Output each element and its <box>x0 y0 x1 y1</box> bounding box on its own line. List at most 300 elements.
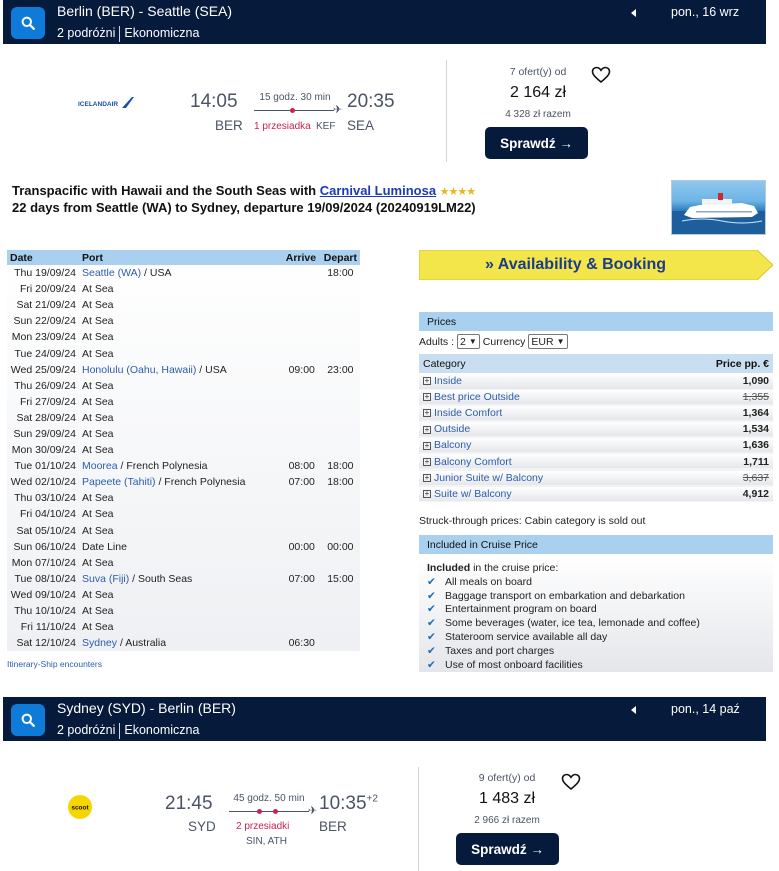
itinerary-port-cell <box>79 345 283 361</box>
departure-airport: SYD <box>188 819 216 834</box>
itinerary-port-cell <box>79 329 283 345</box>
itinerary-port-cell <box>79 603 283 619</box>
heart-icon[interactable] <box>561 773 581 791</box>
plane-icon: ✈ <box>308 805 318 817</box>
itinerary-depart: 15:00 <box>327 572 354 585</box>
port-name: At Sea <box>82 299 114 312</box>
expand-plus-icon[interactable]: + <box>424 456 430 466</box>
itinerary-date: Fri 04/10/24 <box>19 508 76 521</box>
offers-count: 9 ofert(y) od <box>478 772 536 784</box>
heart-icon[interactable] <box>591 66 611 84</box>
itinerary-date: Mon 07/10/24 <box>11 556 76 569</box>
prices-header-row <box>419 354 773 373</box>
route-title: Berlin (BER) - Seattle (SEA) <box>57 3 233 19</box>
arrival-airport: BER <box>319 819 347 834</box>
port-country: / USA <box>141 267 172 280</box>
expand-plus-icon[interactable]: + <box>424 424 430 434</box>
sold-out-note: Struck-through prices: Cabin category is sold out <box>419 515 646 527</box>
itinerary-port-cell <box>79 635 283 651</box>
itinerary-arrive <box>283 490 321 506</box>
itinerary-row <box>7 442 360 458</box>
itinerary-arrive <box>283 603 321 619</box>
included-item-text: All meals on board <box>445 575 532 588</box>
itinerary-row <box>7 555 360 571</box>
category-price: 1,636 <box>659 437 773 453</box>
category-name[interactable]: Best price Outside <box>434 391 520 404</box>
included-item <box>427 645 765 659</box>
checkmark-icon: ✔ <box>427 575 436 588</box>
caret-left-icon[interactable] <box>629 7 639 19</box>
itinerary-depart <box>321 329 360 345</box>
itinerary-ship-encounters-link[interactable]: Itinerary-Ship encounters <box>7 659 102 669</box>
itinerary-date: Fri 27/09/24 <box>19 395 76 408</box>
itinerary-date: Mon 23/09/24 <box>11 331 76 344</box>
expand-plus-icon[interactable]: + <box>424 392 430 402</box>
included-list <box>427 576 765 673</box>
flight-search-bar-return <box>3 697 766 741</box>
port-name: At Sea <box>82 347 114 360</box>
expand-plus-icon[interactable]: + <box>424 440 430 450</box>
included-item-text: Entertainment program on board <box>445 603 597 616</box>
itinerary-port-cell <box>79 619 283 635</box>
itinerary-row <box>7 313 360 329</box>
category-cell <box>419 389 659 405</box>
plane-icon: ✈ <box>333 104 343 116</box>
port-name: Date Line <box>82 540 127 553</box>
itinerary-arrive <box>283 297 321 313</box>
itinerary-arrive <box>283 345 321 361</box>
itinerary-arrive: 07:00 <box>288 572 315 585</box>
port-name: At Sea <box>82 621 114 634</box>
currency-label: Currency <box>482 335 526 348</box>
column-header-date: Date <box>7 250 79 265</box>
via-airports: SIN, ATH <box>246 836 287 847</box>
checkmark-icon: ✔ <box>427 644 436 657</box>
itinerary-row <box>7 539 360 555</box>
port-name: At Sea <box>82 524 114 537</box>
itinerary-port-cell <box>79 410 283 426</box>
itinerary-arrive <box>283 555 321 571</box>
checkmark-icon: ✔ <box>427 630 436 643</box>
itinerary-row <box>7 265 360 281</box>
checkmark-icon: ✔ <box>427 658 436 671</box>
itinerary-depart <box>321 490 360 506</box>
itinerary-row <box>7 603 360 619</box>
price-row[interactable] <box>419 373 773 389</box>
included-item <box>427 576 765 590</box>
port-name: At Sea <box>82 605 114 618</box>
included-intro-text: in the cruise price: <box>470 562 559 574</box>
itinerary-depart <box>321 410 360 426</box>
category-cell <box>419 453 659 469</box>
itinerary-depart <box>321 442 360 458</box>
itinerary-date: Tue 01/10/24 <box>14 460 76 473</box>
category-price: 4,912 <box>659 486 773 502</box>
itinerary-row <box>7 362 360 378</box>
prices-table <box>419 354 773 502</box>
cabin-class[interactable]: Ekonomiczna <box>124 723 200 737</box>
departure-airport: BER <box>215 118 243 133</box>
checkmark-icon: ✔ <box>427 617 436 630</box>
price-per-person: 1 483 zł <box>478 790 536 807</box>
stop-dot <box>290 108 295 113</box>
included-item-text: Stateroom service available all day <box>445 630 608 643</box>
itinerary-date: Sun 06/10/24 <box>13 540 76 553</box>
prices-controls <box>419 334 568 349</box>
itinerary-depart: 23:00 <box>327 363 354 376</box>
airline-logo-icelandair <box>76 95 136 116</box>
category-name[interactable]: Junior Suite w/ Balcony <box>434 471 544 484</box>
search-icon <box>21 713 35 727</box>
itinerary-depart <box>321 523 360 539</box>
departure-time: 14:05 <box>190 91 238 112</box>
itinerary-date: Thu 26/09/24 <box>14 379 76 392</box>
itinerary-row <box>7 571 360 587</box>
category-name[interactable]: Outside <box>434 423 471 436</box>
itinerary-date: Wed 25/09/24 <box>10 363 76 376</box>
port-name: At Sea <box>82 492 114 505</box>
port-name: At Sea <box>82 427 114 440</box>
itinerary-depart <box>321 603 360 619</box>
itinerary-port-cell <box>79 587 283 603</box>
itinerary-date: Sat 05/10/24 <box>16 524 76 537</box>
stops-count: 1 przesiadka <box>254 121 311 132</box>
itinerary-depart <box>321 378 360 394</box>
search-icon <box>21 16 35 30</box>
departure-date[interactable]: pon., 16 wrz <box>671 5 740 19</box>
availability-booking-button[interactable] <box>419 250 773 280</box>
price-per-person: 2 164 zł <box>509 84 567 101</box>
prices-header: Prices <box>419 312 773 331</box>
port-name[interactable]: Papeete (Tahiti) <box>82 476 156 489</box>
stop-dot <box>257 809 262 814</box>
itinerary-date: Sat 28/09/24 <box>16 411 76 424</box>
itinerary-arrive <box>283 619 321 635</box>
itinerary-depart <box>321 313 360 329</box>
arrival-time: 20:35 <box>347 91 395 112</box>
arrival-airport: SEA <box>347 118 375 133</box>
search-button[interactable] <box>11 7 45 39</box>
arrival-time-value: 10:35 <box>319 793 367 814</box>
itinerary-date: Wed 02/10/24 <box>10 476 76 489</box>
column-header-port: Port <box>79 250 283 265</box>
port-name: At Sea <box>82 379 114 392</box>
stops-count: 2 przesiadki <box>236 821 290 832</box>
itinerary-row <box>7 378 360 394</box>
itinerary-port-cell <box>79 281 283 297</box>
itinerary-port-cell <box>79 426 283 442</box>
route-line <box>229 811 309 812</box>
category-name[interactable]: Inside Comfort <box>434 407 503 420</box>
itinerary-date: Thu 03/10/24 <box>14 492 76 505</box>
itinerary-arrive <box>283 506 321 522</box>
port-country: / Australia <box>117 637 167 650</box>
category-cell <box>419 373 659 389</box>
itinerary-arrive <box>283 587 321 603</box>
itinerary-row <box>7 587 360 603</box>
itinerary-date: Sun 22/09/24 <box>13 315 76 328</box>
search-button[interactable] <box>11 704 45 736</box>
price-row[interactable] <box>419 470 773 486</box>
adults-select-value: 2 <box>460 335 466 348</box>
total-price: 4 328 zł razem <box>505 109 571 120</box>
itinerary-port-cell <box>79 378 283 394</box>
port-name: At Sea <box>82 283 114 296</box>
price-row[interactable] <box>419 453 773 469</box>
divider <box>446 60 447 162</box>
itinerary-depart <box>321 345 360 361</box>
port-country: / USA <box>196 363 227 376</box>
via-airports: KEF <box>316 121 336 132</box>
port-name: At Sea <box>82 444 114 457</box>
price-row[interactable] <box>419 405 773 421</box>
included-item <box>427 617 765 631</box>
itinerary-date: Tue 08/10/24 <box>14 572 76 585</box>
category-name[interactable]: Balcony <box>434 439 472 452</box>
itinerary-date: Fri 20/09/24 <box>19 283 76 296</box>
arrival-day-offset: +2 <box>366 793 378 805</box>
category-price: 1,355 <box>659 389 773 405</box>
expand-plus-icon[interactable]: + <box>424 376 430 386</box>
caret-left-icon[interactable] <box>629 704 639 716</box>
itinerary-port-cell <box>79 539 283 555</box>
itinerary-depart <box>321 635 360 651</box>
category-price: 1,534 <box>659 421 773 437</box>
itinerary-date: Thu 19/09/24 <box>14 267 76 280</box>
travellers-count[interactable]: 2 podróżni <box>57 26 116 40</box>
itinerary-date: Fri 11/10/24 <box>20 621 76 634</box>
category-cell <box>419 405 659 421</box>
check-flight-button[interactable]: Sprawdź → <box>485 127 588 159</box>
itinerary-header-row <box>7 250 360 265</box>
category-cell <box>419 470 659 486</box>
itinerary-port-cell <box>79 555 283 571</box>
category-name[interactable]: Inside <box>434 374 463 387</box>
itinerary-port-cell <box>79 571 283 587</box>
itinerary-port-cell <box>79 506 283 522</box>
category-price: 1,090 <box>659 373 773 389</box>
itinerary-port-cell <box>79 297 283 313</box>
itinerary-depart <box>321 394 360 410</box>
itinerary-port-cell <box>79 362 283 378</box>
included-panel <box>419 555 773 672</box>
itinerary-arrive <box>283 394 321 410</box>
itinerary-date: Tue 24/09/24 <box>14 347 76 360</box>
itinerary-depart <box>321 619 360 635</box>
total-price: 2 966 zł razem <box>474 815 540 826</box>
itinerary-depart <box>321 281 360 297</box>
itinerary-port-cell <box>79 442 283 458</box>
search-meta <box>57 26 199 42</box>
category-price: 1,364 <box>659 405 773 421</box>
route-title: Sydney (SYD) - Berlin (BER) <box>57 700 236 716</box>
itinerary-depart: 00:00 <box>327 540 354 553</box>
check-flight-button[interactable]: Sprawdź → <box>456 833 559 865</box>
flight-duration: 45 godz. 50 min <box>233 793 305 804</box>
airline-logo-scoot <box>67 794 93 825</box>
included-bold: Included <box>427 562 471 574</box>
currency-select-value: EUR <box>531 335 554 348</box>
itinerary-row <box>7 281 360 297</box>
cabin-class[interactable]: Ekonomiczna <box>124 26 200 40</box>
itinerary-arrive <box>283 378 321 394</box>
port-name[interactable]: Sydney <box>82 637 118 650</box>
itinerary-arrive: 00:00 <box>288 540 315 553</box>
itinerary-row <box>7 458 360 474</box>
port-name[interactable]: Seattle (WA) <box>82 267 142 280</box>
port-name[interactable]: Moorea <box>82 460 118 473</box>
chevron-down-icon: ▼ <box>468 337 477 346</box>
itinerary-row <box>7 619 360 635</box>
included-item-text: Use of most onboard facilities <box>445 658 583 671</box>
expand-plus-icon[interactable]: + <box>424 408 430 418</box>
included-item-text: Some beverages (water, ice tea, lemonade and coffee) <box>445 617 700 630</box>
category-price: 3,637 <box>659 470 773 486</box>
included-item <box>427 631 765 645</box>
availability-booking-label: » Availability & Booking <box>485 256 667 273</box>
itinerary-row <box>7 474 360 490</box>
itinerary-depart: 18:00 <box>327 476 354 489</box>
adults-select[interactable] <box>457 334 480 349</box>
itinerary-depart <box>321 587 360 603</box>
itinerary-arrive <box>283 265 321 281</box>
column-header-price: Price pp. € <box>659 354 773 373</box>
flight-search-bar-outbound <box>3 0 766 44</box>
ship-image <box>671 180 766 235</box>
checkmark-icon: ✔ <box>427 603 436 616</box>
itinerary-arrive <box>283 523 321 539</box>
checkmark-icon: ✔ <box>427 589 436 602</box>
price-row[interactable] <box>419 486 773 502</box>
category-name[interactable]: Balcony Comfort <box>434 455 512 468</box>
itinerary-row <box>7 426 360 442</box>
itinerary-row <box>7 490 360 506</box>
itinerary-port-cell <box>79 394 283 410</box>
port-name[interactable]: Suva (Fiji) <box>82 572 130 585</box>
included-header: Included in Cruise Price <box>419 535 773 554</box>
adults-label: Adults : <box>419 335 455 348</box>
port-country: / French Polynesia <box>155 476 246 489</box>
included-item-text: Baggage transport on embarkation and debarkation <box>445 589 685 602</box>
star-rating: ★★★★ <box>439 186 476 198</box>
itinerary-depart <box>321 297 360 313</box>
column-header-arrive: Arrive <box>283 250 321 265</box>
itinerary-port-cell <box>79 474 283 490</box>
category-cell <box>419 421 659 437</box>
offers-count: 7 ofert(y) od <box>509 66 567 78</box>
itinerary-port-cell <box>79 458 283 474</box>
itinerary-arrive <box>283 313 321 329</box>
category-name[interactable]: Suite w/ Balcony <box>434 487 512 500</box>
itinerary-arrive: 08:00 <box>288 460 315 473</box>
price-row[interactable] <box>419 389 773 405</box>
itinerary-depart <box>321 555 360 571</box>
itinerary-depart <box>321 506 360 522</box>
port-name: At Sea <box>82 556 114 569</box>
itinerary-date: Mon 30/09/24 <box>11 444 76 457</box>
arrival-time <box>319 793 378 815</box>
port-name: At Sea <box>82 588 114 601</box>
departure-date[interactable]: pon., 14 paź <box>671 702 740 716</box>
travellers-count[interactable]: 2 podróżni <box>57 723 116 737</box>
itinerary-depart <box>321 426 360 442</box>
itinerary-depart: 18:00 <box>327 460 354 473</box>
included-intro <box>427 562 765 576</box>
itinerary-arrive <box>283 426 321 442</box>
flight-result-outbound[interactable] <box>3 60 766 166</box>
itinerary-body <box>7 265 360 651</box>
category-price: 1,711 <box>659 453 773 469</box>
port-country: / French Polynesia <box>117 460 208 473</box>
itinerary-arrive: 06:30 <box>288 637 315 650</box>
itinerary-date: Sat 21/09/24 <box>16 299 76 312</box>
itinerary-date: Sun 29/09/24 <box>13 427 76 440</box>
itinerary-arrive <box>283 281 321 297</box>
port-name: At Sea <box>82 315 114 328</box>
flight-duration: 15 godz. 30 min <box>259 92 331 103</box>
column-header-depart: Depart <box>321 250 360 265</box>
itinerary-port-cell <box>79 490 283 506</box>
expand-plus-icon[interactable]: + <box>424 472 430 482</box>
divider <box>119 26 120 42</box>
itinerary-row <box>7 329 360 345</box>
itinerary-arrive <box>283 442 321 458</box>
cruise-title-prefix: Transpacific with Hawaii and the South Seas with <box>12 183 320 198</box>
itinerary-arrive <box>283 329 321 345</box>
price-row[interactable] <box>419 421 773 437</box>
included-item <box>427 603 765 617</box>
search-meta <box>57 723 199 739</box>
flight-result-return[interactable] <box>3 764 766 871</box>
itinerary-row <box>7 523 360 539</box>
divider <box>119 723 120 739</box>
itinerary-row <box>7 635 360 651</box>
itinerary-date: Wed 09/10/24 <box>10 588 76 601</box>
itinerary-date: Sat 12/10/24 <box>16 637 76 650</box>
cruise-title <box>12 183 476 215</box>
itinerary-row <box>7 410 360 426</box>
port-name: At Sea <box>82 508 114 521</box>
price-row[interactable] <box>419 437 773 453</box>
itinerary-port-cell <box>79 265 283 281</box>
expand-plus-icon[interactable]: + <box>424 488 430 498</box>
itinerary-arrive: 07:00 <box>288 476 315 489</box>
itinerary-table <box>7 250 360 651</box>
itinerary-port-cell <box>79 313 283 329</box>
itinerary-row <box>7 506 360 522</box>
itinerary-row <box>7 345 360 361</box>
itinerary-row <box>7 297 360 313</box>
itinerary-depart: 18:00 <box>327 267 354 280</box>
itinerary-row <box>7 394 360 410</box>
itinerary-port-cell <box>79 523 283 539</box>
port-name: At Sea <box>82 395 114 408</box>
ship-name-link[interactable]: Carnival Luminosa <box>319 183 437 198</box>
airline-logo-text: scoot <box>71 804 89 812</box>
category-cell <box>419 486 659 502</box>
port-name[interactable]: Honolulu (Oahu, Hawaii) <box>82 363 197 376</box>
port-country: / South Seas <box>129 572 193 585</box>
column-header-category: Category <box>419 354 659 373</box>
stop-dot <box>273 809 278 814</box>
currency-select[interactable] <box>528 334 567 349</box>
included-item-text: Taxes and port charges <box>445 644 555 657</box>
included-item <box>427 590 765 604</box>
divider <box>418 767 419 871</box>
itinerary-date: Thu 10/10/24 <box>14 605 76 618</box>
departure-time: 21:45 <box>165 793 213 814</box>
category-cell <box>419 437 659 453</box>
